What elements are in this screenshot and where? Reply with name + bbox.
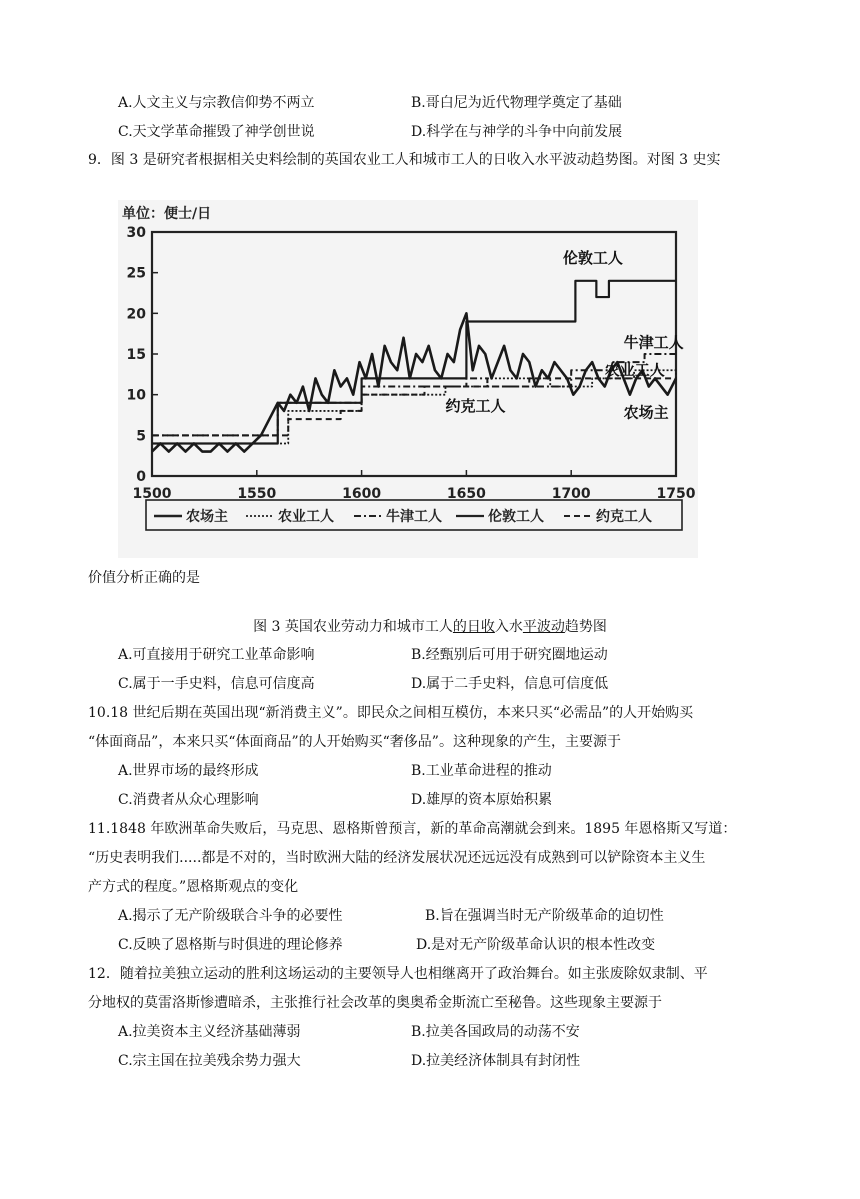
- q11-option-d: D.是对无产阶级革命认识的根本性改变: [416, 937, 656, 953]
- caption-part2: 的日收: [452, 619, 495, 635]
- annotation-农业工人: 农业工人: [604, 361, 665, 380]
- q9-stem-line1: 9．图 3 是研究者根据相关史料绘制的英国农业工人和城市工人的日收入水平波动趋势图。对图 3 史实: [88, 152, 721, 168]
- q11-option-c: C.反映了恩格斯与时俱进的理论修养: [118, 937, 343, 953]
- x-tick-label-1550: 1550: [237, 486, 277, 502]
- q11-line3: 产方式的程度。”恩格斯观点的变化: [88, 879, 299, 895]
- y-tick-label-5: 5: [136, 428, 146, 445]
- figure-3-chart: [118, 200, 698, 558]
- q10-option-a: A.世界市场的最终形成: [118, 763, 259, 779]
- q10-option-b: B.工业革命进程的推动: [411, 763, 552, 779]
- q12-option-b: B.拉美各国政局的动荡不安: [411, 1024, 580, 1040]
- legend-label-约克工人: 约克工人: [596, 509, 652, 525]
- q10-option-c: C.消费者从众心理影响: [118, 792, 259, 808]
- q12-option-d: D.拉美经济体制具有封闭性: [411, 1053, 581, 1069]
- q11-option-a: A.揭示了无产阶级联合斗争的必要性: [118, 908, 343, 924]
- q9-stem-line2: 价值分析正确的是: [88, 570, 200, 586]
- caption-part3: 入水: [494, 619, 523, 635]
- y-tick-label-10: 10: [126, 387, 146, 404]
- y-tick-label-0: 0: [136, 469, 146, 485]
- q8-option-c: C.天文学革命摧毁了神学创世说: [118, 124, 315, 140]
- series-line-农场主: [152, 313, 676, 451]
- annotation-伦敦工人: 伦敦工人: [562, 248, 623, 267]
- legend-label-农场主: 农场主: [186, 509, 228, 525]
- legend-label-牛津工人: 牛津工人: [386, 509, 442, 525]
- q8-option-d: D.科学在与神学的斗争中向前发展: [411, 124, 623, 140]
- annotation-农场主: 农场主: [623, 403, 669, 422]
- y-tick-label-25: 25: [126, 265, 146, 282]
- q9-option-a: A.可直接用于研究工业革命影响: [118, 647, 315, 663]
- q8-option-b: B.哥白尼为近代物理学奠定了基础: [411, 95, 622, 111]
- x-tick-label-1650: 1650: [446, 486, 486, 502]
- q12-line2: 分地权的莫雷洛斯惨遭暗杀，主张推行社会改革的奥奥希金斯流亡至秘鲁。这些现象主要源于: [88, 995, 662, 1011]
- figure-3-caption: [0, 617, 860, 637]
- q11-option-b: B.旨在强调当时无产阶级革命的迫切性: [425, 908, 664, 924]
- q9-option-c: C.属于一手史料，信息可信度高: [118, 676, 315, 692]
- series-line-农业工人: [152, 370, 676, 443]
- caption-part1: 图 3 英国农业劳动力和城市工人: [253, 619, 453, 635]
- y-tick-label-15: 15: [126, 347, 146, 363]
- chart-svg: [118, 200, 698, 558]
- q10-line1: 10.18 世纪后期在英国出现“新消费主义”。即民众之间相互模仿，本来只买“必需品”的人开始购买: [88, 705, 694, 721]
- caption-part4: 平波动: [522, 619, 565, 635]
- y-tick-label-30: 30: [126, 225, 146, 241]
- legend-label-农业工人: 农业工人: [278, 509, 334, 525]
- x-tick-label-1600: 1600: [342, 486, 382, 502]
- q10-line2: “体面商品”，本来只买“体面商品”的人开始购买“奢侈品”。这种现象的产生，主要源于: [88, 734, 621, 750]
- annotation-约克工人: 约克工人: [445, 396, 506, 415]
- legend-label-伦敦工人: 伦敦工人: [488, 509, 544, 525]
- q9-option-d: D.属于二手史料，信息可信度低: [411, 676, 609, 692]
- q12-option-c: C.宗主国在拉美残余势力强大: [118, 1053, 301, 1069]
- q12-line1: 12．随着拉美独立运动的胜利这场运动的主要领导人也相继离开了政治舞台。如主张废除奴隶制、平: [88, 966, 708, 982]
- x-tick-label-1750: 1750: [656, 486, 696, 502]
- q12-option-a: A.拉美资本主义经济基础薄弱: [118, 1024, 301, 1040]
- x-tick-label-1500: 1500: [132, 486, 172, 502]
- q11-line2: “历史表明我们.....都是不对的，当时欧洲大陆的经济发展状况还远远没有成熟到可以铲除资本主义生: [88, 850, 706, 866]
- q9-option-b: B.经甄别后可用于研究圈地运动: [411, 647, 608, 663]
- annotation-牛津工人: 牛津工人: [623, 333, 684, 352]
- unit-label: 单位：便士/日: [122, 206, 212, 222]
- x-tick-label-1700: 1700: [551, 486, 591, 502]
- q10-option-d: D.雄厚的资本原始积累: [411, 792, 553, 808]
- plot-frame: [152, 232, 676, 476]
- q11-line1: 11.1848 年欧洲革命失败后，马克思、恩格斯曾预言，新的革命高潮就会到来。1895 年恩格斯又写道：: [88, 821, 737, 837]
- q8-option-a: A.人文主义与宗教信仰势不两立: [118, 95, 315, 111]
- caption-part5: 趋势图: [564, 619, 607, 635]
- y-tick-label-20: 20: [126, 306, 146, 323]
